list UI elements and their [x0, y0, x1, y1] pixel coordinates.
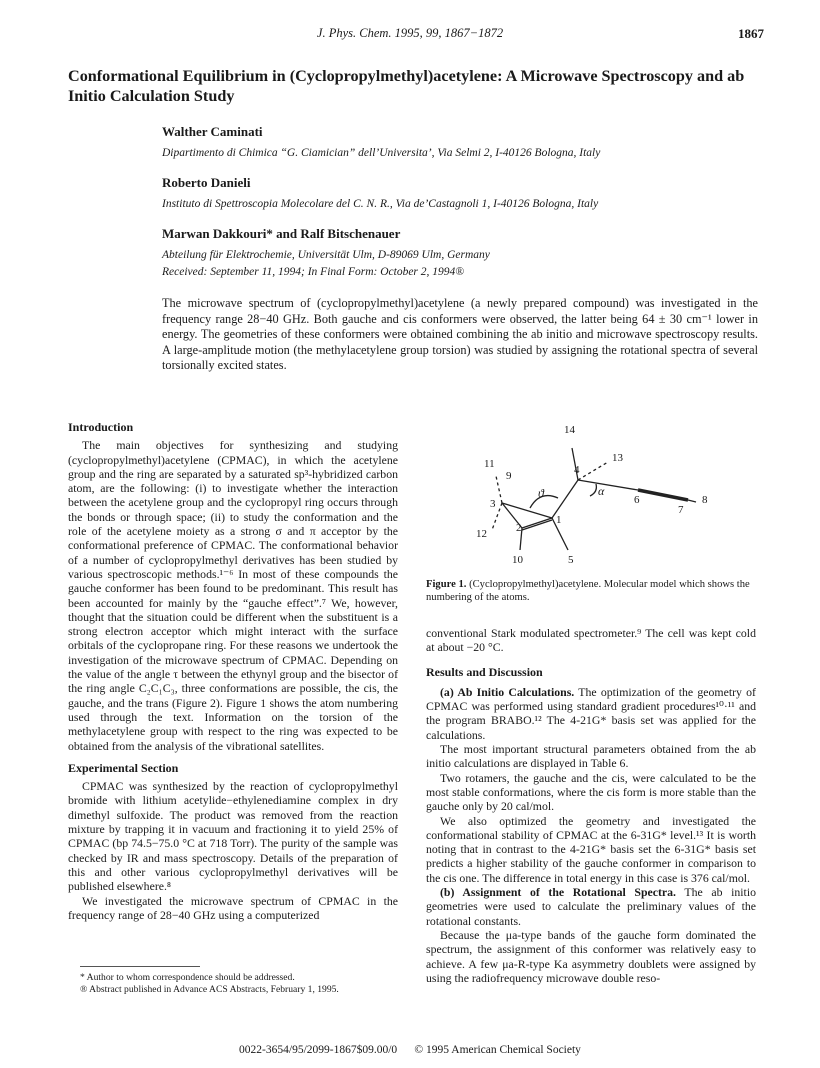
- experimental-paragraph-1: CPMAC was synthesized by the reaction of cyclopropylmethyl bromide with lithium acetylide−ethylenediamine complex in dry dimethyl sulfoxide. The product was removed from the reaction mixture by trapping it in vacuum and fractioning it to yield 25% of CPMAC (bp 74.5−75.0 °C at 718 Torr). The purity of the sample was checked by IR and mass spectroscopy. Details of the preparation of this and other various cyclopropylmethyl derivatives will be published elsewhere.⁸: [68, 779, 398, 894]
- assignment-paragraph-2: Because the μa-type bands of the gauche form dominated the spectrum, the assignment of this conformer was relatively easy to achieve. A few μa-R-type Ka asymmetry doublets were assigned by using the radiofrequency microwave double reso-: [426, 927, 756, 985]
- atom-label-11: 11: [484, 458, 495, 470]
- figure-1-molecule: [460, 418, 720, 578]
- ab-initio-paragraph-4: We also optimized the geometry and investigated the conformational stability of CPMAC at the 6-31G* level.¹³ It is worth noting that in contrast to the 4-21G* basis set the 6-31G* basis set predicts a higher stability of the gauche conformer in comparison to the cis one. The difference in total energy in this case is 376 cal/mol.: [426, 813, 756, 885]
- atom-label-6: 6: [634, 494, 640, 506]
- atom-label-13: 13: [612, 452, 623, 464]
- results-heading: Results and Discussion: [426, 664, 543, 679]
- author-3: Marwan Dakkouri* and Ralf Bitschenauer: [162, 226, 401, 241]
- affiliation-3: Abteilung für Elektrochemie, Universität Ulm, D-89069 Ulm, Germany: [162, 249, 490, 261]
- article-title: Conformational Equilibrium in (Cyclopropylmethyl)acetylene: A Microwave Spectroscopy and ab Initio Calculation Study: [68, 67, 745, 105]
- received-dates: Received: September 11, 1994; In Final Form: October 2, 1994®: [162, 266, 465, 278]
- atom-label-3: 3: [490, 498, 496, 510]
- ab-initio-text-1: The optimization of the geometry of CPMAC was performed using standard gradient procedures¹⁰·¹¹ and the program BRABO.¹² The 4-21G* basis set was applied for the calculations.: [426, 684, 756, 742]
- figure-1-caption: [426, 578, 756, 604]
- continued-paragraph: conventional Stark modulated spectrometer.⁹ The cell was kept cold at about −20 °C.: [426, 626, 756, 655]
- footnote-author: * Author to whom correspondence should be addressed.: [80, 972, 295, 983]
- experimental-paragraph-2: We investigated the microwave spectrum of CPMAC in the frequency range of 28−40 GHz using a computerized: [68, 893, 398, 922]
- assignment-text-1: The ab initio geometries were used to calculate the preliminary values of the rotational constants.: [426, 885, 756, 928]
- figure-1-text: (Cyclopropylmethyl)acetylene. Molecular model which shows the numbering of the atoms.: [426, 579, 750, 603]
- footnote-abstract: ® Abstract published in Advance ACS Abstracts, February 1, 1995.: [80, 984, 339, 995]
- affiliation-1: Dipartimento di Chimica “G. Ciamician” dell’Universita’, Via Selmi 2, I-40126 Bologna, Italy: [162, 147, 601, 159]
- atom-label-2: 2: [516, 522, 522, 534]
- assignment-subheading: (b) Assignment of the Rotational Spectra.: [440, 885, 677, 900]
- page-number: 1867: [738, 26, 764, 41]
- atom-label-5: 5: [568, 554, 574, 566]
- atom-label-7: 7: [678, 504, 684, 516]
- experimental-heading: Experimental Section: [68, 760, 179, 775]
- intro-heading: Introduction: [68, 420, 134, 434]
- copyright: © 1995 American Chemical Society: [414, 1044, 581, 1056]
- ab-initio-paragraph-3: Two rotamers, the gauche and the cis, were calculated to be the most stable conformations, where the cis form is more stable than the gauche only by 20 cal/mol.: [426, 770, 756, 814]
- assignment-paragraph-1: [426, 885, 756, 928]
- article-code: 0022-3654/95/2099-1867$09.00/0: [239, 1044, 398, 1056]
- intro-paragraph: The main objectives for synthesizing and studying (cyclopropylmethyl)acetylene (CPMAC), in which the acetylene group and the ring are separated by a saturated sp³-hybridized carbon atom, are the following: (i) to investigate whether the interaction between the acetylene group and the cyclopropyl ring occurs through the bonds or through space; (ii) to study the conformation and the role of the acetylene moiety as a strong σ and π acceptor by the conformational preference of CPMAC. The conformational behavior of a number of cyclopropylmethyl derivatives has been studied by various spectroscopic methods.¹⁻⁶ In most of these compounds the gauche conformer has been found to be predominant. This result has been accounted for mainly by the “gauche effect”.⁷ We, however, thought that the situation could be different when the substituent is a strong electron acceptor which might interact with the surface orbitals of the cyclopropane ring. For these reasons we undertook the investigation of the microwave spectrum of CPMAC. Depending on the value of the angle τ between the ethynyl group and the bisector of the ring angle C₂C₁C₃, three conformations are possible, the cis, the gauche, and the trans (Figure 2). Figure 1 shows the atom numbering used through the text. Information on the torsion of the methylacetylene group with respect to the ring was expected to be obtained from the analysis of the vibrational satellites.: [68, 438, 398, 753]
- atom-label-10: 10: [512, 554, 523, 566]
- ab-initio-paragraph-1: [426, 685, 756, 742]
- angle-theta-label: ϑ: [538, 486, 544, 500]
- right-column: [426, 626, 756, 985]
- author-2: Roberto Danieli: [162, 175, 251, 190]
- footnote-rule: [80, 966, 200, 967]
- atom-label-12: 12: [476, 528, 487, 540]
- author-1: Walther Caminati: [162, 124, 263, 139]
- atom-label-1: 1: [556, 514, 562, 526]
- molecule-diagram: [460, 418, 720, 578]
- ab-initio-paragraph-2: The most important structural parameters obtained from the ab initio calculations are displayed in Table 6.: [426, 742, 756, 771]
- left-column: [68, 420, 398, 922]
- atom-label-14: 14: [564, 424, 575, 436]
- atom-label-4: 4: [574, 464, 580, 476]
- journal-header: J. Phys. Chem. 1995, 99, 1867−1872: [316, 26, 504, 40]
- abstract: The microwave spectrum of (cyclopropylmethyl)acetylene (a newly prepared compound) was investigated in the frequency range 28−40 GHz. Both gauche and cis conformers were observed, the latter being 64 ± 30 cm⁻¹ lower in energy. The geometries of these conformers were obtained combining the ab initio and microwave spectroscopy results. A large-amplitude motion (the methylacetylene group torsion) was studied by assigning the rotational spectra of several torsionally excited states.: [162, 296, 758, 373]
- figure-1-label: Figure 1.: [426, 579, 467, 590]
- atom-label-8: 8: [702, 494, 708, 506]
- atom-label-9: 9: [506, 470, 512, 482]
- ab-initio-subheading: (a) Ab Initio Calculations.: [440, 684, 575, 699]
- affiliation-2: Instituto di Spettroscopia Molecolare del C. N. R., Via de’Castagnoli 1, I-40126 Bologna, Italy: [162, 198, 599, 210]
- angle-alpha-label: α: [598, 484, 605, 498]
- bottom-line: [0, 1044, 820, 1056]
